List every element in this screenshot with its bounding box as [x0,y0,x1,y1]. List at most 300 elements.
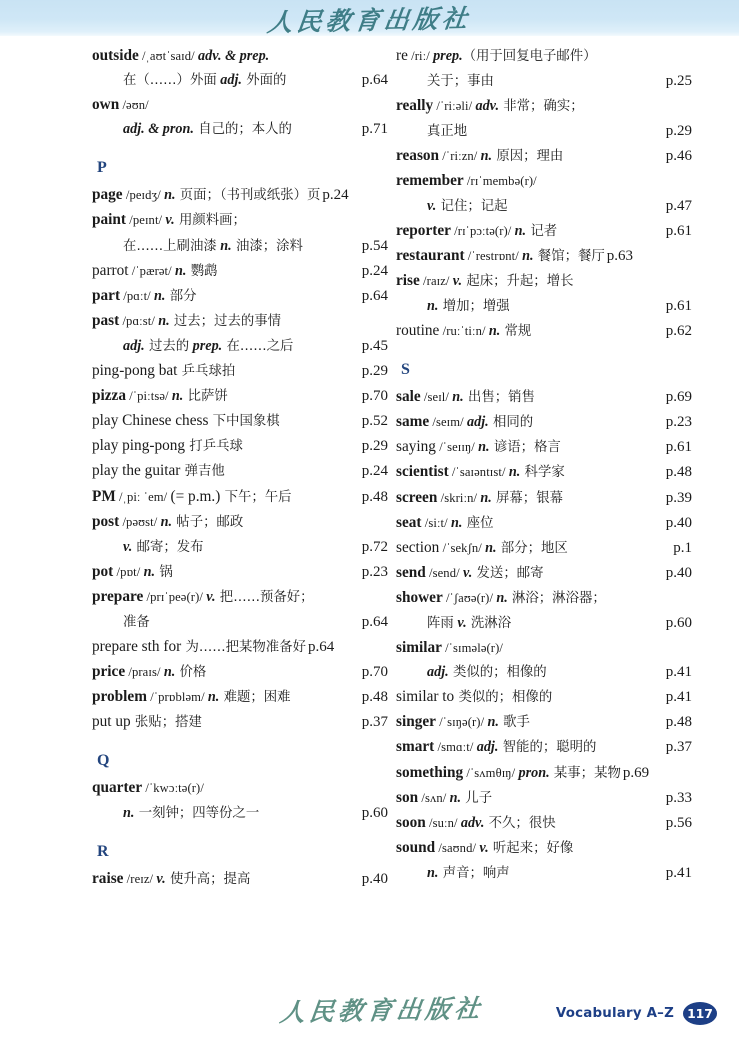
entry-cn: 增加；增强 [438,298,510,314]
entry-phon: /praɪs/ [125,665,164,680]
entry-line [92,284,388,309]
entry-hw-reg: saying [396,438,436,456]
entry-hw: past [92,311,120,329]
entry-phon: /ˈsɪŋə(r)/ [435,715,488,730]
entry-cn: 部分 [165,288,197,304]
page-reference: p.56 [665,814,692,831]
entry-pos: n. [480,148,493,165]
page-reference: p.60 [361,804,388,821]
vocabulary-entry [396,410,692,435]
entry-hw-reg: (= p.m.) [170,487,221,505]
entry-hw: post [92,512,120,530]
entry-pos: n. [163,664,176,681]
entry-line [396,536,692,561]
entry-line [92,459,388,484]
entry-pos: adj. [427,664,449,681]
entry-cn: 打乒乓球 [185,439,243,455]
page-reference: p.48 [361,488,388,505]
entry-pos: n. [480,489,492,506]
entry-line [396,219,692,244]
entry-line [92,384,388,409]
entry-cn: 比萨饼 [183,389,228,405]
entry-cn: 张贴；搭建 [130,715,202,731]
entry-cn: 把……预备好； [215,589,314,605]
entry-hw: son [396,788,419,806]
entry-cn: 阵雨 [427,615,454,631]
entry-line [396,836,692,861]
entry-hw: shower [396,588,443,606]
vocabulary-entry [396,269,692,319]
entry-cn: 价格 [175,665,207,681]
entry-line [396,611,692,636]
entry-line [92,309,388,334]
entry-phon: /ˈsɪmələ(r)/ [441,641,503,656]
entry-line [92,585,388,610]
vocabulary-entry [396,586,692,636]
entry-line [92,801,388,826]
entry-cn: 记住；记起 [436,198,508,214]
vocabulary-entry [396,94,692,144]
entry-line [92,685,388,710]
entry-cn: 在……之后 [222,338,294,354]
entry-line [396,319,692,344]
entry-cn: 谚语；格言 [489,440,561,456]
vocabulary-body [0,44,739,984]
entry-pos: n. [143,563,156,580]
vocabulary-entry [92,259,388,284]
page-number-badge: 117 [683,1002,717,1025]
entry-line [396,786,692,811]
vocabulary-entry [92,776,388,825]
entry-cn: 不久；很快 [484,815,556,831]
entry-pos: adj. [467,414,489,431]
entry-hw: remember [396,172,464,190]
vocabulary-entry [396,319,692,344]
entry-phon: /ˈrestrɒnt/ [464,248,523,263]
entry-pos: prep. [189,337,223,354]
entry-phon: /rɪˈmembə(r)/ [463,174,537,189]
vocabulary-entry [92,560,388,585]
page-reference: p.45 [361,337,388,354]
entry-line [92,434,388,459]
entry-line [396,636,692,660]
page-reference: p.64 [361,72,388,89]
entry-line [92,409,388,434]
entry-pos: n. [171,388,184,405]
page-reference: p.70 [361,388,388,405]
entry-cn: 关于；事由 [427,74,494,90]
entry-line [396,385,692,410]
page-reference: p.37 [361,714,388,731]
vocabulary-entry [92,635,388,660]
page-reference: p.48 [665,464,692,481]
entry-line [92,259,388,284]
entry-hw: quarter [92,779,143,797]
entry-pos: n. [522,247,534,264]
entry-hw: page [92,186,123,204]
entry-cn: 准备 [123,614,150,630]
entry-cn: 相同的 [488,415,534,431]
vocabulary-entry [396,385,692,410]
vocabulary-entry [396,244,692,269]
vocabulary-entry [396,761,692,786]
entry-hw: reporter [396,221,451,239]
entry-pos: n. [478,439,490,456]
entry-hw: similar [396,639,442,657]
footer-page-marker [556,1002,717,1025]
entry-hw: rise [396,271,420,289]
entry-pos: n. [164,187,176,204]
vocabulary-entry [92,384,388,409]
entry-pos: adj. [476,739,499,756]
entry-cn: 部分；地区 [496,540,568,556]
entry-cn: 乒乓球拍 [177,364,236,380]
vocabulary-entry [396,836,692,886]
page-reference: p.52 [361,413,388,430]
vocabulary-entry [92,309,388,359]
entry-phon: /ˈriːzn/ [439,149,481,164]
entry-pos: v. [427,197,437,214]
entry-hw-reg: routine [396,322,440,340]
entry-phon: /suːn/ [425,815,461,830]
entry-hw-reg: parrot [92,261,129,279]
page-reference: p.24 [361,463,388,480]
entry-pos: n. [427,864,439,881]
page-reference: p.61 [665,439,692,456]
vocabulary-entry [92,434,388,459]
entry-hw-reg: prepare sth for [92,638,182,656]
entry-line [92,359,388,384]
entry-cn: 记者 [526,223,558,239]
entry-line [396,486,692,511]
page-reference: p.40 [665,564,692,581]
entry-cn: 原因；理由 [492,149,564,165]
entry-cn: 出售；销售 [463,390,535,406]
vocabulary-entry [396,511,692,536]
entry-cn: 屏幕；银幕 [491,490,563,506]
vocabulary-entry [396,460,692,485]
vocabulary-entry [92,44,388,93]
page-reference: p.71 [361,121,388,138]
entry-cn: 自己的；本人的 [193,122,292,138]
vocabulary-column-right [396,44,692,886]
entry-phon: /smɑːt/ [434,740,477,755]
section-letter-s: S [401,361,410,379]
entry-pos: v. [206,588,216,605]
entry-hw: sound [396,838,436,856]
entry-pos: n. [488,323,501,340]
entry-pos: n. [175,262,187,279]
entry-pos: n. [452,389,464,406]
vocabulary-entry [92,485,388,510]
vocabulary-entry [92,710,388,735]
entry-phon: /prɪˈpeə(r)/ [143,589,207,604]
page-reference: p.41 [665,864,692,881]
entry-phon: /ˈpærət/ [128,263,175,278]
entry-line [92,68,388,93]
entry-pos: v. [123,538,133,555]
entry-line [396,269,692,294]
entry-phon: /ˈsʌmθɪŋ/ [463,765,519,780]
entry-hw: reason [396,147,440,165]
entry-hw: soon [396,813,426,831]
entry-pos: adv. [475,98,499,115]
page-reference: p.23 [665,414,692,431]
footer-section-label: Vocabulary A–Z [555,1006,674,1021]
entry-phon: /seɪl/ [420,390,453,405]
entry-cn: 声音；响声 [438,865,510,881]
entry-phon: /skriːn/ [437,490,481,505]
entry-hw: outside [92,47,139,64]
entry-pos: n. [514,222,527,239]
entry-pos: n. [508,464,521,481]
entry-phon: /ˈseɪɪŋ/ [435,440,479,455]
page-reference: p.39 [665,489,692,506]
entry-cn: 用颜料画； [174,213,246,229]
entry-line [396,169,692,193]
entry-pos: n. [496,589,508,606]
entry-pos: adv. & prep. [198,48,270,64]
entry-phon: /reɪz/ [123,871,157,886]
entry-phon: /ˈprɒbləm/ [146,690,208,705]
entry-pos: n. [487,714,499,731]
entry-hw: part [92,286,121,304]
entry-line [396,244,692,269]
entry-line [92,234,388,259]
entry-phon: /pɑːst/ [119,313,159,328]
page-reference: p.63 [606,247,634,264]
entry-hw-reg: ping-pong bat [92,362,178,380]
entry-hw: pizza [92,387,126,405]
entry-hw: pot [92,562,114,580]
vocabulary-entry [396,710,692,735]
entry-cn: 锅 [155,564,173,580]
entry-cn: 类似的；相像的 [454,690,553,706]
entry-pos: v. [156,870,166,887]
entry-line [396,294,692,319]
entry-hw: send [396,563,426,581]
entry-phon: /əʊn/ [119,98,149,113]
vocabulary-entry [92,284,388,309]
entry-pos: pron. [518,764,550,781]
page-reference: p.54 [361,237,388,254]
page-reference: p.24 [322,187,349,204]
entry-cn: 弹吉他 [180,464,225,480]
entry-pos: n. [154,287,166,304]
entry-cn: 智能的；聪明的 [498,740,597,756]
entry-pos: v. [452,272,463,289]
entry-line [92,334,388,359]
vocabulary-entry [396,44,692,94]
page-reference: p.60 [665,614,692,631]
page-reference: p.48 [361,689,388,706]
entry-cn: 科学家 [520,465,565,481]
entry-cn: 鹦鹉 [186,263,218,279]
entry-hw: own [92,96,120,114]
entry-line [92,776,388,800]
page-reference: p.69 [622,764,650,781]
entry-phon: /pəʊst/ [119,514,161,529]
entry-cn: 常规 [500,324,532,340]
entry-phon: /ˈʃaʊə(r)/ [442,590,497,605]
page-reference: p.47 [665,197,692,214]
vocabulary-entry [92,510,388,560]
entry-line [92,183,388,208]
vocabulary-entry [396,169,692,218]
entry-line [396,511,692,536]
entry-phon: /peɪdʒ/ [122,188,165,203]
page-reference: p.61 [665,222,692,239]
entry-phon: /sʌn/ [418,790,450,805]
entry-line [396,735,692,760]
page-reference: p.24 [361,262,388,279]
entry-pos: n. [123,804,135,821]
entry-phon: /rɪˈpɔːtə(r)/ [450,223,515,238]
entry-line [92,117,388,142]
entry-line [396,710,692,735]
vocabulary-entry [396,536,692,561]
entry-line [92,560,388,585]
entry-line [396,811,692,836]
page-reference: p.25 [665,73,692,90]
entry-cn: 难题；困难 [219,690,291,706]
page-reference: p.64 [307,639,335,656]
vocabulary-entry [92,867,388,892]
entry-hw-reg: put up [92,713,131,731]
entry-hw-reg: similar to [396,688,455,706]
vocabulary-entry [396,636,692,685]
entry-pos: v. [453,614,467,631]
page-reference: p.23 [361,563,388,580]
entry-hw: seat [396,513,422,531]
entry-pos: n. [451,514,463,531]
entry-pos: n. [207,689,220,706]
entry-cn: 类似的；相像的 [448,665,547,681]
vocabulary-entry [396,144,692,169]
entry-line [92,867,388,892]
entry-hw: smart [396,738,435,756]
entry-hw-reg: play the guitar [92,462,181,480]
entry-line [92,535,388,560]
entry-pos: n. [449,789,462,806]
vocabulary-entry [92,685,388,710]
entry-pos: adj. [123,337,145,354]
vocabulary-column-left [92,44,388,892]
entry-cn: 儿子 [461,790,493,806]
page-reference: p.64 [361,287,388,304]
page-reference: p.64 [361,613,388,630]
page-header-band [0,0,739,36]
page-reference: p.29 [665,123,692,140]
entry-cn: 听起来；好像 [488,840,574,856]
entry-cn: 淋浴；淋浴器； [507,590,606,606]
entry-cn: 过去的 [144,338,190,354]
page-reference: p.69 [665,389,692,406]
vocabulary-entry [92,93,388,142]
vocabulary-entry [92,359,388,384]
entry-hw: PM [92,487,116,505]
entry-pos: adj. & pron. [123,121,194,138]
entry-hw: singer [396,713,436,731]
entry-hw: sale [396,388,421,406]
entry-phon: /raɪz/ [419,273,453,288]
entry-cn: 歌手 [498,715,530,731]
entry-pos: v. [165,212,175,229]
entry-hw: prepare [92,587,144,605]
entry-phon: /ˌpiː ˈem/ [115,489,171,504]
publisher-logo-header: 人民教育出版社 [265,5,473,38]
entry-cn: （用于回复电子邮件） [462,49,597,64]
entry-hw-reg: play ping-pong [92,437,186,455]
entry-pos: v. [462,564,473,581]
entry-line [92,610,388,635]
page-reference: p.1 [673,539,692,556]
entry-cn: 外面的 [241,73,287,89]
entry-phon: /ˈkwɔːtə(r)/ [142,781,204,796]
entry-hw: paint [92,211,127,229]
vocabulary-entry [396,435,692,460]
page-reference: p.72 [361,538,388,555]
entry-line [396,194,692,219]
entry-cn: 座位 [462,515,494,531]
vocabulary-entry [92,459,388,484]
entry-pos: n. [427,297,439,314]
entry-phon: /pɒt/ [113,564,144,579]
vocabulary-entry [396,486,692,511]
entry-line [92,208,388,233]
page-reference: p.40 [665,514,692,531]
entry-line [396,94,692,119]
page-reference: p.40 [361,870,388,887]
vocabulary-entry [92,409,388,434]
vocabulary-entry [396,786,692,811]
entry-line [396,435,692,460]
entry-cn: 使升高；提高 [165,871,251,887]
section-letter-p: P [97,159,107,177]
page-reference: p.29 [361,363,388,380]
entry-line [396,561,692,586]
page-reference: p.33 [665,789,692,806]
page-reference: p.48 [665,714,692,731]
entry-hw: scientist [396,463,449,481]
entry-pos: n. [485,539,497,556]
entry-phon: /ˌaʊtˈsaɪd/ [138,49,199,63]
entry-line [396,144,692,169]
entry-hw: screen [396,488,438,506]
entry-hw: raise [92,869,124,887]
entry-hw: restaurant [396,246,465,264]
entry-cn: 下中国象棋 [208,414,280,430]
entry-cn: 在（……）外面 [123,73,217,89]
entry-hw: problem [92,688,147,706]
page-reference: p.46 [665,148,692,165]
entry-line [92,485,388,510]
entry-pos: n. [160,513,173,530]
entry-hw: same [396,413,430,431]
section-letter-r: R [97,842,109,860]
vocabulary-entry [92,183,388,208]
entry-cn: 发送；邮寄 [472,565,544,581]
entry-line [92,635,388,660]
entry-phon: /ˈsekʃn/ [439,540,486,555]
entry-cn: 餐馆；餐厅 [533,248,605,264]
entry-phon: /riː/ [407,49,434,63]
entry-pos: adj. [216,72,242,89]
entry-phon: /ˈpiːtsə/ [126,389,172,404]
entry-line [92,44,388,68]
entry-cn: 过去；过去的事情 [169,313,282,329]
entry-line [396,761,692,786]
